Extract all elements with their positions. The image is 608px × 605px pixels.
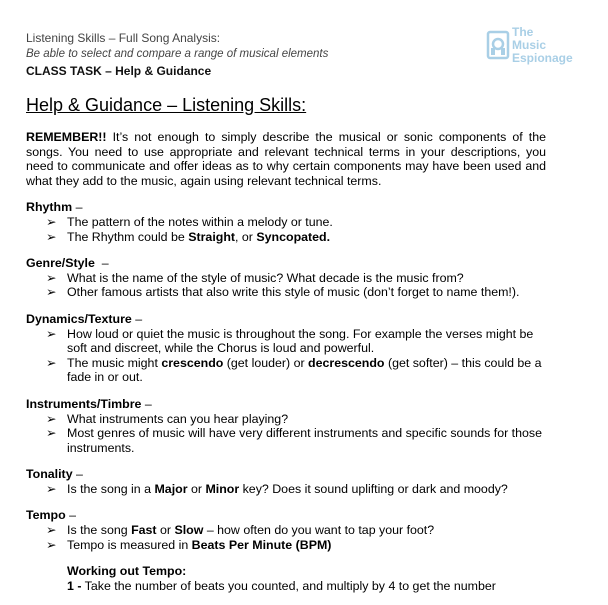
section-tempo — [26, 508, 546, 593]
list-item: ➢ Most genres of music will have very different instruments and specific sounds for those instruments. — [46, 426, 542, 455]
section-tonality — [26, 467, 546, 496]
arrow-bullet-icon: ➢ — [46, 426, 57, 441]
arrow-bullet-icon: ➢ — [46, 481, 57, 496]
music-espionage-logo — [486, 26, 586, 66]
page-title: Help & Guidance – Listening Skills: — [26, 95, 307, 115]
section-rhythm — [26, 200, 546, 244]
list-item: ➢ What instruments can you hear playing? — [46, 411, 289, 426]
section-heading: Tonality – — [26, 467, 83, 482]
list-item: ➢ Is the song Fast or Slow – how often do you want to tap your foot? — [46, 523, 435, 538]
arrow-bullet-icon: ➢ — [46, 326, 57, 341]
list-item: ➢ Tempo is measured in Beats Per Minute (BPM) — [46, 537, 332, 552]
section-heading: Dynamics/Texture – — [26, 311, 143, 326]
list-item: ➢ What is the name of the style of music? What decade is the music from? — [46, 270, 464, 285]
intro-paragraph: REMEMBER!! It’s not enough to simply describe the musical or sonic components of the songs. You need to use appropriate and relevant technical terms in your descriptions, you need to communicate and offer ideas as to why certain components may have been used and what they add to the music, again using relevant technical terms. — [26, 130, 546, 188]
logo-text: The Music Espionage — [512, 25, 573, 65]
header-line-2: Be able to select and compare a range of musical elements — [26, 48, 329, 60]
section-heading: Genre/Style – — [26, 256, 109, 271]
document-body — [26, 130, 546, 605]
arrow-bullet-icon: ➢ — [46, 270, 57, 285]
section-instruments — [26, 397, 546, 455]
arrow-bullet-icon: ➢ — [46, 537, 57, 552]
section-heading: Tempo – — [26, 508, 77, 523]
section-genre — [26, 256, 546, 300]
arrow-bullet-icon: ➢ — [46, 523, 57, 538]
header-line-1: Listening Skills – Full Song Analysis: — [26, 31, 221, 45]
headphones-icon — [486, 28, 510, 62]
arrow-bullet-icon: ➢ — [46, 355, 57, 370]
subsection-heading: Working out Tempo: — [67, 564, 187, 579]
working-out-tempo — [26, 564, 546, 593]
list-item: ➢ The Rhythm could be Straight, or Syncopated. — [46, 229, 331, 244]
section-dynamics — [26, 312, 546, 385]
arrow-bullet-icon: ➢ — [46, 214, 57, 229]
list-item: ➢ Is the song in a Major or Minor key? Does it sound uplifting or dark and moody? — [46, 481, 508, 496]
arrow-bullet-icon: ➢ — [46, 229, 57, 244]
section-heading: Instruments/Timbre – — [26, 396, 152, 411]
list-item: ➢ The music might crescendo (get louder) or decrescendo (get softer) – this could be a fade in or out. — [46, 355, 542, 385]
list-item: ➢ The pattern of the notes within a melody or tune. — [46, 214, 333, 229]
working-step-1: 1 - Take the number of beats you counted, and multiply by 4 to get the number — [67, 578, 496, 593]
header-line-3: CLASS TASK – Help & Guidance — [26, 64, 212, 78]
list-item: ➢ Other famous artists that also write this style of music (don’t forget to name them!). — [46, 285, 520, 300]
arrow-bullet-icon: ➢ — [46, 285, 57, 300]
arrow-bullet-icon: ➢ — [46, 411, 57, 426]
document-header — [26, 30, 328, 80]
list-item: ➢ How loud or quiet the music is throughout the song. For example the verses might be soft and discreet, while the Chorus is loud and powerful. — [46, 326, 534, 356]
section-heading: Rhythm – — [26, 200, 83, 215]
